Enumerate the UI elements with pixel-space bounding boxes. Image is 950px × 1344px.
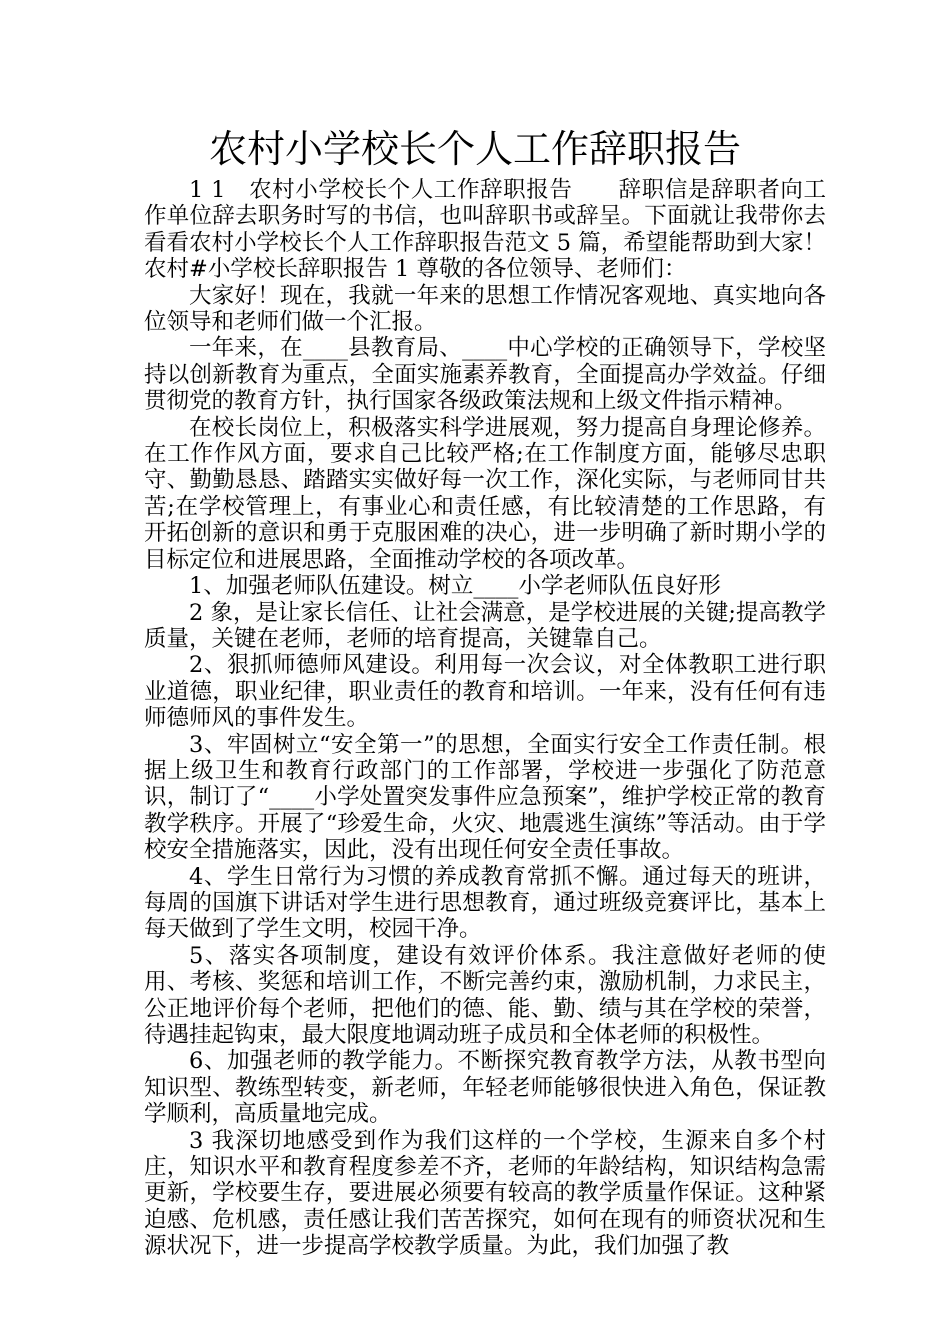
paragraph-greeting: 大家好！现在，我就一年来的思想工作情况客观地、真实地向各位领导和老师们做一个汇报。 — [144, 282, 826, 336]
paragraph-item-1-continued: 2 象，是让家长信任、让社会满意，是学校进展的关键;提高教学质量，关键在老师，老师的培育提高，关键靠自己。 — [144, 599, 826, 652]
paragraph-item-2: 2、狠抓师德师风建设。利用每一次会议，对全体教职工进行职业道德，职业纪律，职业责任的教育和培训。一年来，没有任何有违师德师风的事件发生。 — [144, 652, 826, 732]
paragraph-item-4: 4、学生日常行为习惯的养成教育常抓不懈。通过每天的班讲，每周的国旗下讲话对学生进行思想教育，通过班级竞赛评比，基本上每天做到了学生文明，校园干净。 — [144, 863, 826, 943]
paragraph-item-3: 3、牢固树立“安全第一”的思想，全面实行安全工作责任制。根据上级卫生和教育行政部门的工作部署，学校进一步强化了防范意识，制订了“____小学处置突发事件应急预案”，维护学校正常的教育教学秩序。开展了“珍爱生命，火灾、地震逃生演练”等活动。由于学校安全措施落实，因此，没有出现任何安全责任事故。 — [144, 731, 826, 864]
paragraph-item-5: 5、落实各项制度，建设有效评价体系。我注意做好老师的使用、考核、奖惩和培训工作，不断完善约束，激励机制，力求民主，公正地评价每个老师，把他们的德、能、勤、绩与其在学校的荣誉，待遇挂起钩束，最大限度地调动班子成员和全体老师的积极性。 — [144, 942, 826, 1048]
document-title: 农村小学校长个人工作辞职报告 — [208, 127, 741, 171]
document-body — [144, 177, 826, 1260]
paragraph-item-1: 1、加强老师队伍建设。树立____小学老师队伍良好形 — [189, 573, 721, 600]
paragraph-principal-role: 在校长岗位上，积极落实科学进展观，努力提高自身理论修养。在工作作风方面，要求自己比较严格;在工作制度方面，能够尽忠职守、勤勤恳恳、踏踏实实做好每一次工作，深化实际，与老师同甘共苦;在学校管理上，有事业心和责任感，有比较清楚的工作思路，有开拓创新的意识和勇于克服困难的决心，进一步明确了新时期小学的目标定位和进展思路，全面推动学校的各项改革。 — [144, 414, 826, 573]
paragraph-reflection: 3 我深切地感受到作为我们这样的一个学校，生源来自多个村庄，知识水平和教育程度参差不齐，老师的年龄结构，知识结构急需更新，学校要生存，要进展必须要有较高的教学质量作保证。这种紧迫感、危机感，责任感让我们苦苦探究，如何在现有的师资状况和生源状况下，进一步提高学校教学质量。为此，我们加强了教 — [144, 1127, 826, 1260]
paragraph-intro: 1 1 农村小学校长个人工作辞职报告 辞职信是辞职者向工作单位辞去职务时写的书信，也叫辞职书或辞呈。下面就让我带你去看看农村小学校长个人工作辞职报告范文 5 篇，希望能帮助到大家！农村#小学校长辞职报告 1 尊敬的各位领导、老师们： — [144, 177, 826, 283]
paragraph-overview: 一年来，在____县教育局、____中心学校的正确领导下，学校坚持以创新教育为重点，全面实施素养教育，全面提高办学效益。仔细贯彻党的教育方针，执行国家各级政策法规和上级文件指示精神。 — [144, 335, 826, 415]
paragraph-item-6: 6、加强老师的教学能力。不断探究教育教学方法，从教书型向知识型、教练型转变，新老师，年轻老师能够很快进入角色，保证教学顺利，高质量地完成。 — [144, 1048, 826, 1128]
